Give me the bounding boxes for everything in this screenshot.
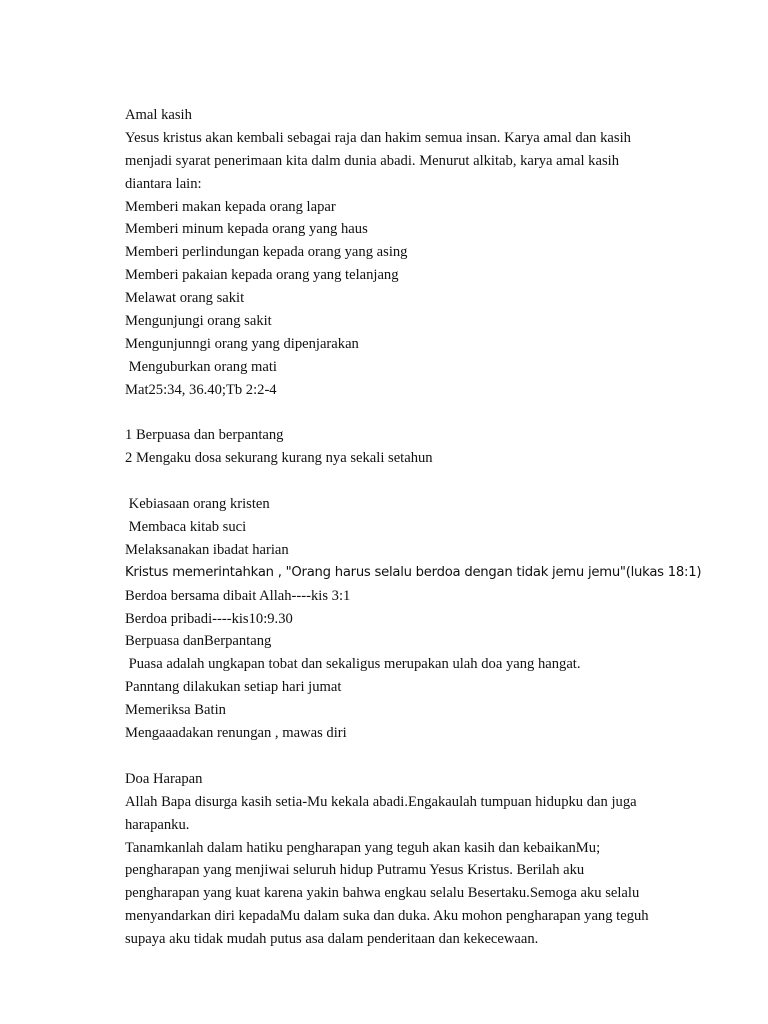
numbered-item: 2 Mengaku dosa sekurang kurang nya sekali setahun <box>125 450 433 467</box>
section-heading-amal-kasih: Amal kasih <box>125 107 192 123</box>
numbered-item: 1 Berpuasa dan berpantang <box>125 427 284 444</box>
list-item: Mengaaadakan renungan , mawas diri <box>125 725 347 742</box>
blank-line <box>125 745 725 768</box>
list-item: Memberi pakaian kepada orang yang telanjang <box>125 267 399 284</box>
list-item: Puasa adalah ungkapan tobat dan sekaligus merupakan ulah doa yang hangat. <box>125 656 581 673</box>
prayer-line: supaya aku tidak mudah putus asa dalam penderitaan dan kekecewaan. <box>125 931 539 948</box>
prayer-line: harapanku. <box>125 816 190 833</box>
blank-line <box>125 470 725 493</box>
list-item: Memberi perlindungan kepada orang yang asing <box>125 244 408 261</box>
prayer-line: Allah Bapa disurga kasih setia-Mu kekala abadi.Engakaulah tumpuan hidupku dan juga <box>125 793 637 810</box>
list-item: Berdoa pribadi----kis10:9.30 <box>125 610 293 627</box>
list-item: Memeriksa Batin <box>125 702 226 719</box>
scripture-reference: Mat25:34, 36.40;Tb 2:2-4 <box>125 381 277 398</box>
list-item: Panntang dilakukan setiap hari jumat <box>125 679 342 696</box>
list-item: Menguburkan orang mati <box>125 358 277 375</box>
document-body <box>125 104 725 951</box>
list-item: Mengunjunngi orang yang dipenjarakan <box>125 335 359 352</box>
prayer-line: menyandarkan diri kepadaMu dalam suka dan duka. Aku mohon pengharapan yang teguh <box>125 908 649 925</box>
list-item: Memberi makan kepada orang lapar <box>125 198 336 215</box>
prayer-line: Tanamkanlah dalam hatiku pengharapan yang teguh akan kasih dan kebaikanMu; <box>125 839 601 856</box>
list-item: Berdoa bersama dibait Allah----kis 3:1 <box>125 587 351 604</box>
list-item: Melawat orang sakit <box>125 290 245 307</box>
list-item: Kebiasaan orang kristen <box>125 496 270 513</box>
list-item: Membaca kitab suci <box>125 519 247 536</box>
list-item: Memberi minum kepada orang yang haus <box>125 221 368 238</box>
list-item: Berpuasa danBerpantang <box>125 633 272 650</box>
paragraph-line: menjadi syarat penerimaan kita dalm dunia abadi. Menurut alkitab, karya amal kasih <box>125 152 619 169</box>
paragraph-line: Yesus kristus akan kembali sebagai raja dan hakim semua insan. Karya amal dan kasih <box>125 129 631 146</box>
list-item: Melaksanakan ibadat harian <box>125 541 289 558</box>
quote-line: Kristus memerintahkan , "Orang harus selalu berdoa dengan tidak jemu jemu"(lukas 18:1) <box>125 564 702 580</box>
paragraph-line: diantara lain: <box>125 175 202 192</box>
section-heading-doa-harapan: Doa Harapan <box>125 770 203 787</box>
prayer-line: pengharapan yang kuat karena yakin bahwa engkau selalu Besertaku.Semoga aku selalu <box>125 885 640 902</box>
prayer-line: pengharapan yang menjiwai seluruh hidup Putramu Yesus Kristus. Berilah aku <box>125 862 585 879</box>
blank-line <box>125 402 725 425</box>
list-item: Mengunjungi orang sakit <box>125 313 272 330</box>
